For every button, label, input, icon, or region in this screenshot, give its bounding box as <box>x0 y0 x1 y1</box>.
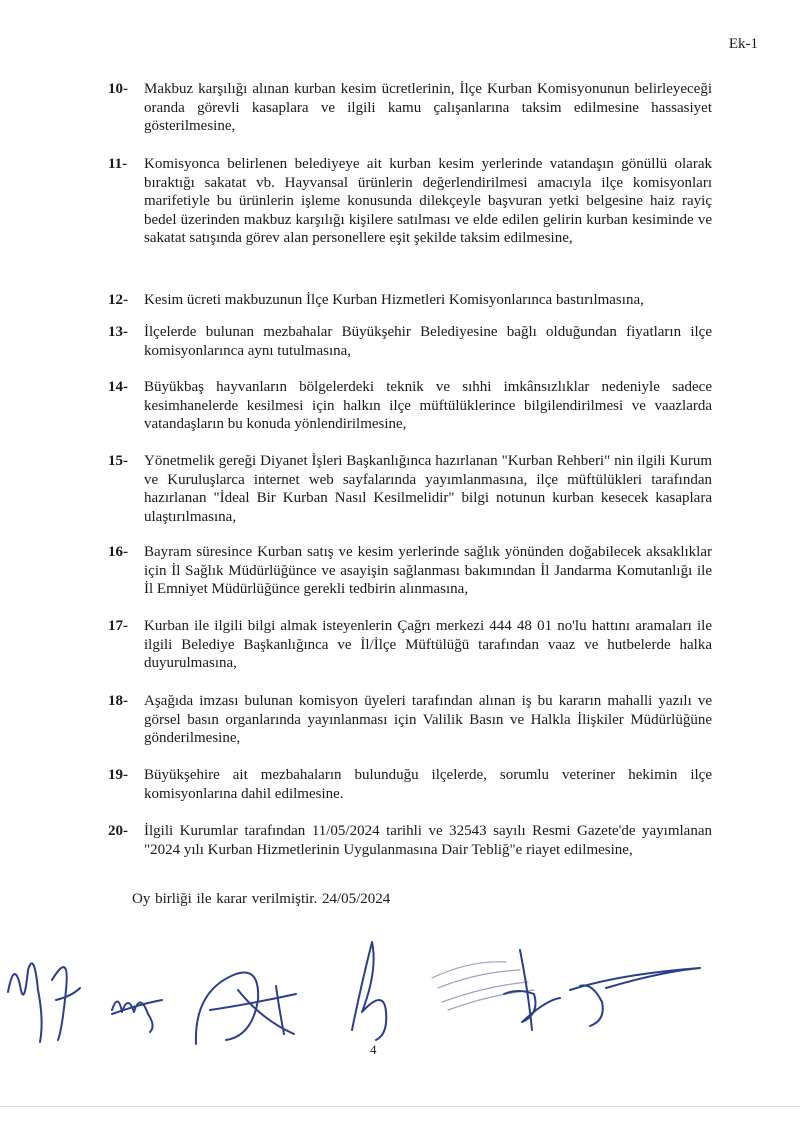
signature-6 <box>432 962 534 1010</box>
item-number: 11- <box>108 156 128 172</box>
bottom-rule <box>0 1106 800 1107</box>
item-number: 16- <box>108 544 128 560</box>
item-text: Kurban ile ilgili bilgi almak isteyenlerin Çağrı merkezi 444 48 01 no'lu hattını aramaları ile ilgili Belediye Başkanlığınca ve İl/İlçe Müftülüğü tarafından vaaz ve hutbelerde halka duyurulmasına, <box>144 618 712 671</box>
item-number: 19- <box>108 767 128 783</box>
decision-item-14 <box>108 378 712 434</box>
signature-5 <box>352 942 386 1040</box>
item-number: 18- <box>108 693 128 709</box>
item-text: Komisyonca belirlenen belediyeye ait kurban kesim yerlerinde vatandaşın gönüllü olarak bıraktığı sakatat vb. Hayvansal ürünlerin değerlendirilmesi amacıyla ilçe komisyonları marifetiyle bu ürünlerin işleme konusunda dilekçeyle başvuran yetki belgesine haiz rayiç bedel üzerinden makbuz karşılığı kişilere satılması ve elde edilen gelirin kurban kesiminde ve sakatat satışında görev alan personellere eşit şekilde taksim edilmesine, <box>144 156 712 246</box>
item-text: Bayram süresince Kurban satış ve kesim yerlerinde sağlık yönünden doğabilecek aksaklıklar için İl Sağlık Müdürlüğünce ve asayişin sağlanması bakımından İl Jandarma Komutanlığı ile İl Emniyet Müdürlüğünce gerekli tedbirin alınmasına, <box>144 544 712 597</box>
decision-item-18 <box>108 692 712 748</box>
item-text: Aşağıda imzası bulunan komisyon üyeleri tarafından alınan iş bu kararın mahalli yazılı ve görsel basın organlarında yayınlanması için Valilik Basın ve Halkla İlişkiler Müdürlüğüne gönderilmesine, <box>144 693 712 746</box>
item-number: 10- <box>108 81 128 97</box>
item-text: Yönetmelik gereği Diyanet İşleri Başkanlığınca hazırlanan "Kurban Rehberi" nin ilgili Kurum ve Kuruluşlarca internet web sayfalarında yayımlanmasına, ilçe müftülükleri tarafından hazırlanan "İdeal Bir Kurban Nasıl Kesilmelidir" bilgi notunun kurban kesecek kasaplara ulaştırılmasına, <box>144 453 712 525</box>
signature-3 <box>112 1000 162 1032</box>
closing-statement: Oy birliği ile karar verilmiştir. 24/05/2024 <box>132 891 391 907</box>
signature-2 <box>52 967 80 1040</box>
item-text: İlçelerde bulunan mezbahalar Büyükşehir Belediyesine bağlı olduğundan fiyatların ilçe komisyonlarınca aynı tutulmasına, <box>144 324 712 359</box>
item-number: 14- <box>108 379 128 395</box>
item-number: 20- <box>108 823 128 839</box>
decision-item-12 <box>108 291 712 310</box>
item-text: İlgili Kurumlar tarafından 11/05/2024 tarihli ve 32543 sayılı Resmi Gazete'de yayımlanan "2024 yılı Kurban Hizmetlerinin Uygulanmasına Dair Tebliğ"e riayet edilmesine, <box>144 823 712 858</box>
signature-1 <box>8 963 42 1042</box>
item-text: Büyükşehire ait mezbahaların bulunduğu ilçelerde, sorumlu veteriner hekimin ilçe komisyonlarına dahil edilmesine. <box>144 767 712 802</box>
item-text: Kesim ücreti makbuzunun İlçe Kurban Hizmetleri Komisyonlarınca bastırılmasına, <box>144 292 644 308</box>
decision-item-13 <box>108 323 712 360</box>
decision-item-10 <box>108 80 712 136</box>
signature-8 <box>570 968 700 1026</box>
decision-item-19 <box>108 766 712 803</box>
item-text: Büyükbaş hayvanların bölgelerdeki teknik ve sıhhi imkânsızlıklar nedeniyle sadece kesimhanelerde kesilmesi için halkın ilçe müftülüklerince bilgilendirilmesi ve vaazlarda vatandaşların bu konuda yönlendirilmesine, <box>144 379 712 432</box>
decision-item-11 <box>108 155 712 248</box>
decision-item-17 <box>108 617 712 673</box>
item-number: 15- <box>108 453 128 469</box>
item-number: 17- <box>108 618 128 634</box>
item-number: 12- <box>108 292 128 308</box>
annex-label: Ek-1 <box>728 36 758 52</box>
page-number: 4 <box>370 1042 377 1057</box>
item-text: Makbuz karşılığı alınan kurban kesim ücretlerinin, İlçe Kurban Komisyonunun belirleyeceği oranda görevli kasaplara ve ilgili kamu çalışanlarına taksim edilmesine hassasiyet gösterilmesine, <box>144 81 712 134</box>
decision-item-16 <box>108 543 712 599</box>
item-number: 13- <box>108 324 128 340</box>
decision-item-20 <box>108 822 712 859</box>
signature-4 <box>196 972 296 1044</box>
decision-item-15 <box>108 452 712 526</box>
signatures-row <box>0 930 800 1050</box>
